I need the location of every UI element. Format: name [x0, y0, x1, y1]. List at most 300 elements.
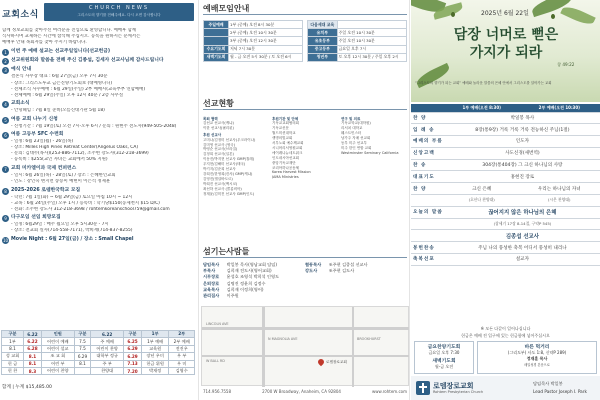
friday-prayer-time: 금요일 오후 7:30 [428, 350, 460, 355]
schedule-row [308, 29, 407, 37]
offering-cell: 8.1 [24, 353, 42, 360]
mission-name: 최선하 선교사 (콜롬비아) [203, 186, 242, 191]
mission-name: 기독교학교(대학원) [341, 121, 371, 126]
offering-cell [74, 367, 90, 374]
order-of-worship-table [411, 104, 600, 266]
order-item-value: 우리는 하나님의 자녀 [519, 183, 600, 195]
servant-role: 강도사 [305, 268, 318, 274]
offering-cell: 7.5 [74, 338, 90, 345]
mission-name: 이한 선교사(필리핀) [203, 126, 234, 131]
news-item [2, 101, 192, 108]
map-street-label: W BALL RD [206, 359, 225, 363]
news-item-number: 2 [2, 58, 9, 65]
church-news-panel [0, 0, 196, 400]
offering-table [1, 330, 195, 375]
schedule-label: 수요기도회 [204, 45, 229, 53]
mission-name: 월드미션대학교 [272, 131, 296, 136]
mission-name: 서부노회 예수께교회 [272, 141, 304, 146]
order-item-label: 오늘의 말씀 [411, 206, 445, 218]
order-item-value: (시온 찬양대) [519, 195, 600, 207]
offering-cell: 구분 [74, 331, 90, 338]
schedule-value [337, 21, 406, 29]
schedule-row [204, 37, 303, 45]
servant-name: 김명진 정윤희 김정수 [226, 280, 266, 286]
news-item-title: Movie Night : 6월 27일(금) / 장소 : Small Chapel [11, 236, 134, 242]
mission-name: 고미나/김정미 선교사(우크라이나) [203, 137, 256, 142]
word-box [477, 341, 597, 374]
schedule-row [204, 29, 303, 37]
mission-name: 김영진(엘살바도르) [203, 176, 233, 181]
servants-list [203, 262, 407, 299]
order-row [411, 147, 600, 159]
schedule-value: 저녁 7시 30분 [229, 45, 303, 53]
order-row [411, 230, 600, 242]
church-logo-icon [415, 380, 431, 396]
news-item-detail: - 전화: 조주현 강도사 312-218-3698 / rohtemkoreanschool759@gmail.com [11, 206, 170, 212]
schedule-label: 청년부 [308, 53, 338, 61]
cover-verse [421, 26, 591, 62]
news-item-detail: 결혼식 사무장 대표 : 6월 27일(금) 오후 7시 30분 [11, 74, 108, 80]
education-schedule-table [307, 20, 407, 62]
offering-cell: 7.13 [124, 360, 142, 367]
order-item-value: (창세기 17장 8-14절, 구약P 545) [445, 218, 600, 230]
order-row [411, 218, 600, 230]
map-street-label: LINCOLN AVE [206, 322, 229, 326]
map-road [262, 307, 265, 387]
word-line: (그리도부) 사도 1:8, 신약P 289) [507, 350, 567, 355]
order-item-label: 찬 송 [411, 159, 445, 171]
news-item-detail: - 일정: 6월29일 : 매주 월요일 오후 5시30분 - 7시 [11, 222, 109, 228]
schedule-label: 다음세대 교육 [308, 21, 338, 29]
news-item-detail: - 장소: 전교회 실사(714-558-7171), 박희재(714-837-8255) [11, 228, 133, 234]
order-item-value: 인도자 [445, 136, 600, 148]
offering-cell: 6.29 [124, 345, 142, 352]
offering-cell: 6.28 [24, 345, 42, 352]
notice-line: 헌금은 예배 전 입구에 있는 헌금함에 넣어주십시오 [461, 333, 550, 338]
schedule-row [204, 53, 303, 61]
offering-cell: 헌금 위원 [141, 360, 168, 367]
servant-name [329, 293, 407, 299]
offering-cell: 주 부 [91, 360, 124, 367]
mission-group-title: 연구 및 의료 [341, 116, 361, 121]
offering-cell: 찬양대 [91, 367, 124, 374]
offering-cell: 2부 예배 [169, 338, 195, 345]
news-item-number: 5 [2, 117, 9, 124]
news-intro-line: 식사하시며 교제하는 시간에 참석해 주십시오. 등록을 원하시는 분께서는 [2, 34, 141, 40]
map-street-label: BROOKHURST [357, 337, 381, 341]
mission-name: 중앙기독교재단 [272, 160, 296, 165]
bulletin-date: 2025년 6월 22일 [481, 10, 529, 17]
mission-name: Westminster Seminary California [341, 150, 399, 155]
order-item-value: 홍현진 장로 [445, 171, 600, 183]
news-item-number: 9 [2, 215, 9, 222]
offering-cell: 구분 [124, 331, 142, 338]
mission-name: 기독교신문 [272, 126, 289, 131]
mission-name: 김정희 선교사(일본) [203, 152, 234, 157]
schedule-label: 유치부 [308, 29, 338, 37]
offering-cell: 6.22 [91, 331, 124, 338]
news-item-number: 4 [2, 101, 9, 108]
news-item-number: 10 [2, 237, 9, 243]
order-item-label [411, 230, 445, 242]
news-item-number: 7 [2, 166, 9, 173]
order-item-label: 봉헌찬송 [411, 242, 445, 254]
mission-name: 기독교교회협의회 [272, 121, 300, 126]
mission-name: 박희진 선교사(멕시코) [203, 181, 238, 186]
offering-row [2, 331, 195, 338]
schedule-row [204, 45, 303, 53]
offering-cell: 8.3 [24, 367, 42, 374]
order-item-value: 8장(통9장) 거룩 거룩 거룩 전능하신 주님(1절) [445, 124, 600, 136]
word-line: 매일성경 본문으로 [524, 363, 550, 367]
news-item [2, 166, 192, 173]
news-item-title: 이번 주 예배 설교는 선교주일입니다(선교헌금) [11, 48, 111, 54]
word-title: 바른 먹거리 [524, 345, 550, 350]
servant-role: 부목사 [203, 268, 216, 274]
news-item-detail: - 신청기간 : 7월 19일(토) 오전 7시-오후 6시 / 문의 : 원현주 전도사(949-505-2048) [11, 123, 177, 129]
mission-name: 김선교 선교사(케냐) [203, 121, 234, 126]
order-item-label [411, 218, 445, 230]
news-item [2, 58, 192, 65]
website-link[interactable]: www.rohtem.com [372, 389, 407, 394]
offering-row [2, 345, 195, 352]
servant-name: 윤성호 조영석 박희석 인영도 [226, 274, 280, 280]
mission-name: 남가주 자매 선교회 [341, 136, 371, 141]
mission-section-title: 선교현황 [203, 99, 234, 108]
order-row [411, 183, 600, 195]
schedule-value: 월 - 금 오전 5시 30분 / 토 오전 6시 [229, 53, 303, 61]
offering-row [2, 338, 195, 345]
mission-name: 이동진/박지현 선교사 GMP(칠레) [203, 157, 255, 162]
order-row [411, 195, 600, 207]
servants-divider [203, 257, 407, 258]
mission-name: 우지현/김해미 선교사(태국) [203, 162, 246, 167]
order-item-value: 304장(통404장) 그 크신 하나님의 사랑 [445, 159, 600, 171]
friday-prayer-title: 금요찬양기도회 [427, 345, 461, 350]
news-item-detail: - 일시: 6월 26일(목) - 28일(토) / 장소 : 은혜한인교회 [11, 172, 116, 178]
mission-name: 시니어리서영원교회 [272, 145, 303, 150]
schedule-row [204, 21, 303, 29]
order-item-value: 주님 나의 풍성한 축복 어디서 풍성히 내리나 [445, 242, 600, 254]
offering-cell: 6.29 [74, 353, 90, 360]
offering-cell: 어린이 예배 [41, 338, 74, 345]
servant-role [305, 293, 329, 299]
news-item-detail: - 전체예배 : 6월 29일(주일) 오후 12시 40분 / 2층 사무실 [11, 92, 124, 98]
order-item-label: 입 례 송 [411, 124, 445, 136]
order-row [411, 136, 600, 148]
offering-row [2, 367, 195, 374]
order-item-label: 신앙고백 [411, 147, 445, 159]
offering-cell: 조 교 회 [41, 353, 74, 360]
news-item-number: 8 [2, 188, 9, 195]
offering-row [2, 353, 195, 360]
mission-name: 리서치 대학교 [341, 126, 363, 131]
news-item [2, 67, 192, 74]
schedule-row [308, 37, 407, 45]
servant-role: 교육목사 [203, 286, 220, 292]
phone-text[interactable]: 714.956.7558 [203, 389, 231, 394]
mission-group-title: 목회 협력 [203, 116, 218, 121]
news-item-number: 6 [2, 132, 9, 139]
dawn-prayer-title: 새벽기도회 [432, 359, 456, 364]
news-item [2, 188, 192, 195]
offering-cell: 6.22 [24, 331, 42, 338]
schedule-label: 주일예배 [204, 21, 229, 29]
mission-list [203, 115, 407, 235]
offering-total: 합계 | 누계 $15,485.00 [2, 385, 52, 390]
pastor-name: 담임목사 박일봉 [533, 381, 563, 386]
service-info-panel [198, 0, 410, 400]
offering-cell: 7.5 [74, 345, 90, 352]
contact-bar [203, 389, 407, 394]
offering-cell: 1부 [141, 331, 168, 338]
worship-schedule-table [203, 20, 303, 62]
olive-fruit-icon [551, 14, 555, 19]
news-item-detail: - 일정: 6월 23일(월) - 26일(목) [11, 139, 74, 145]
offering-cell: 주 예배 [91, 338, 124, 345]
church-name-en: Rohtem Presbyterian Church [433, 390, 484, 394]
order-item-value: 끊어지지 않은 하나님의 은혜 [445, 206, 600, 218]
servant-name: 조주현 김종섭 선교사 [328, 262, 368, 267]
order-item-value: 박일봉 목사 [445, 112, 600, 124]
servant-role: 시무장로 [203, 274, 220, 280]
address-text: 2700 W Broadway, Anaheim, CA 92804 [262, 389, 341, 394]
mission-column [272, 115, 338, 180]
order-item-value: (호산나 찬양대) [445, 195, 519, 207]
offering-cell: 헌 금 [2, 360, 24, 367]
word-line: 정재훈 목사 [526, 356, 548, 361]
footer [411, 376, 600, 400]
news-item [2, 49, 192, 56]
mission-name: 웨스트민스터 [341, 131, 362, 136]
order-item-label: 축복선포 [411, 254, 445, 266]
mission-group-title: 후원 선교사 [203, 132, 222, 137]
news-item-title: 여름 교회 나누기 신청 [11, 116, 58, 122]
offering-cell: 어린 부 [41, 360, 74, 367]
pastor-name-en: Lead Pastor Joseph I. Park [533, 389, 587, 394]
servant-name: 조주현 김도사 [328, 268, 355, 274]
order-row [411, 242, 600, 254]
news-item-title: 선교위원회와 말씀을 전해 주신 김종섭, 김세자 선교사님께 감사드립니다 [11, 58, 164, 64]
offering-cell: 대학부 정규 [91, 353, 124, 360]
offering-cell: 어린이 찬양 [91, 345, 124, 352]
offering-cell: 8.1 [2, 345, 24, 352]
mission-name: 동부 미주 선교부 [341, 141, 367, 146]
olive-fruit-icon [451, 12, 455, 17]
map-street-label: N MAGNOLIA AVE [268, 337, 298, 341]
servants-section-title: 섬기는사람들 [203, 247, 250, 256]
offering-cell: 우 미 [169, 360, 195, 367]
offering-cell: 6.22 [24, 338, 42, 345]
order-item-value: 사도신경(새번역) [445, 147, 600, 159]
servant-name: 박일봉 목사(영남교회 담임) [226, 262, 277, 267]
schedule-row [308, 21, 407, 29]
news-title: 교회소식 [2, 10, 39, 20]
order-row [411, 206, 600, 218]
order-row [411, 124, 600, 136]
cover-caption: “그리스도의 향기가 되는 교회” 예배와 놀라운 말씀의 은혜 안에서 그리스도를 알아가는 교회 [415, 81, 552, 85]
cover-verse-line: 담장 너머로 뻗은 [453, 27, 559, 43]
order-row [411, 254, 600, 266]
offering-cell: 박재정 [141, 367, 168, 374]
worship-section-title: 예배모임안내 [203, 4, 250, 13]
news-item-detail: - 교목 : 6월 24일(주일) 오후 1시 / 등록비 : 학기당$150(동제천지 $15 D/C) [11, 200, 160, 206]
news-banner [44, 3, 194, 21]
news-item-detail: - 문의: 김대두(목사)(253-886-7112), 조주현 강도사(312-218-3699) [11, 151, 149, 157]
schedule-value: 3부 (중예) 오전 12시 30분 [229, 37, 303, 45]
order-item-value: 설교자 [445, 254, 600, 266]
news-item-title: 여름 고등부 SFC 수련회 [11, 132, 64, 138]
mission-name: 김미영 선교사 (영국) [203, 142, 236, 147]
offering-cell: 구분 [2, 331, 24, 338]
mission-name: 생명의빛교회 [272, 136, 293, 141]
news-item-detail: - 인도 : 강인숙 변지면 송승미 예현미 이은석 정제훈 [11, 179, 111, 185]
mission-name: 미주 한인 연합 교회 [341, 145, 372, 150]
schedule-value: 금요일 오후 7시 [337, 45, 406, 53]
schedule-row [308, 53, 407, 61]
news-item-detail: - 전체소식 사수예배 : 6월 29일(주일) 2부 예배시(교육부부 연합예배) [11, 86, 146, 92]
offering-cell: 1부 [2, 338, 24, 345]
news-item-detail: - 등록비 : $255(교인 자녀는 교회에서 50% 지원) [11, 157, 108, 163]
mission-name: Korea Harvest Mission [272, 170, 311, 175]
schedule-label [204, 29, 229, 37]
news-item [2, 132, 192, 139]
order-item-value: 크신 은혜 [445, 183, 519, 195]
news-item-detail: - 학년: 7월 1일(화) ~ 6월 29일(금) 토요일 아침 10시 ~ 12시 [11, 194, 133, 200]
offering-cell: 2부 [169, 331, 195, 338]
order-item-label: 찬 양 [411, 183, 445, 195]
offering-cell: 6.29 [124, 353, 142, 360]
cover-panel [411, 0, 600, 400]
worship-divider [203, 14, 407, 15]
servant-role: 관리집사 [203, 293, 220, 299]
order-item-label: 대표기도 [411, 171, 445, 183]
news-item-title: 교회 미카엘이과 국제 컨퍼런스 [11, 165, 77, 171]
offering-cell: 7.20 [124, 367, 142, 374]
news-item [2, 237, 192, 244]
schedule-label: 중고등부 [308, 45, 338, 53]
offering-cell: 성 교회 [2, 353, 24, 360]
location-map[interactable] [201, 306, 409, 386]
order-header-cell: 1부 예배(오전 8:30) [445, 104, 519, 112]
order-item-label [411, 195, 445, 207]
schedule-label: 새벽기도회 [204, 53, 229, 61]
offering-cell: 헌 찬 [2, 367, 24, 374]
friday-prayer-box [414, 341, 474, 374]
news-body [2, 28, 192, 244]
offering-cell: 장년 우미 [141, 353, 168, 360]
mission-group-title: 후원기관 및 단체 [272, 116, 299, 121]
schedule-value: 2부 (중예) 오전 10시 30분 [229, 29, 303, 37]
servant-row [203, 293, 407, 299]
news-item-number: 1 [2, 49, 9, 56]
mission-name: 박영순 선교사(브라질) [203, 147, 238, 152]
cover-image [411, 0, 600, 102]
church-name: 로뎀장로교회 [433, 382, 474, 390]
servant-role: 은퇴장로 [203, 280, 220, 286]
offering-cell: 1부 예배 [141, 338, 168, 345]
map-pin-label: 로뎀장로교회 [326, 360, 347, 364]
mission-column [203, 115, 269, 197]
offering-cell: 6.25 [124, 338, 142, 345]
map-pin-icon [317, 358, 325, 366]
schedule-row [308, 45, 407, 53]
mission-name: JAMA Ministries [272, 175, 299, 180]
offering-cell: 교육원 [141, 345, 168, 352]
offering-cell: 8.1 [74, 360, 90, 367]
order-header-cell [411, 104, 445, 112]
order-item-label: 찬 양 [411, 112, 445, 124]
schedule-label [204, 37, 229, 45]
servant-role: 담임목사 [203, 262, 220, 267]
news-banner-en: CHURCH NEWS [89, 5, 149, 11]
map-road [202, 327, 410, 330]
news-item [2, 215, 192, 222]
offering-row [2, 360, 195, 367]
schedule-value: 주일 오전 10시 30분 [337, 29, 406, 37]
offering-cell: 어린이 찬양 [41, 367, 74, 374]
order-header-cell: 2부 예배(오전 10:30) [519, 104, 600, 112]
offering-cell: 전진우 [169, 345, 195, 352]
news-item-number: 3 [2, 67, 9, 74]
servant-name: 이주원 [226, 293, 239, 299]
schedule-label: 유초등부 [308, 37, 338, 45]
servant-name: 김희재 이정희(영어) [226, 286, 264, 292]
dawn-prayer-line: 월-금 오전 [434, 364, 454, 369]
news-item-detail: - 장소: Milles High Pines Retreat Center(Angelus Oaks, CA) [11, 145, 139, 151]
schedule-value: 주일 오전 10시 30분 [337, 37, 406, 45]
mission-divider [203, 109, 407, 110]
servant-name: 김희재 전도사(영어교회) [226, 268, 272, 274]
order-row [411, 112, 600, 124]
news-item-detail: - 장소: 그리스도투교 금은진양기도회보 (대예빙디디) [11, 80, 113, 86]
order-item-value: 김종섭 선교사 [445, 230, 600, 242]
map-road [352, 307, 354, 387]
mission-name: 에이레나뉴네트워크 [272, 150, 303, 155]
offering-cell: 우 부 [169, 353, 195, 360]
news-item-title: 다구모임 선임 희망모집 [11, 215, 61, 221]
news-intro-line: 예배후 안내 목회자를 찾아 주시기 바랍니다. [2, 40, 87, 46]
olive-leaf-icon [560, 3, 595, 27]
news-item-title: 예식 안내 [11, 67, 32, 73]
news-header [0, 0, 196, 24]
news-item [2, 117, 192, 124]
mission-name: 정재윤/김미진 선교사 GMP(인도) [203, 191, 255, 196]
mission-name: 강희진/한영희(킨샤) GMP(케냐) [203, 171, 253, 176]
order-item-label: 예배의 부름 [411, 136, 445, 148]
cover-verse-line: 가지가 되라 [469, 45, 543, 61]
mission-name: 박기지/김준희 선교사 [203, 167, 236, 172]
order-row [411, 159, 600, 171]
schedule-value: 토 오후 12시 30분 / 주일 오후 2시 [337, 53, 406, 61]
news-item-detail: - 안녕헤임 : 7월 8일 준비(오름신대기관 5월 18) [11, 108, 105, 114]
mission-name: 인도네시아선교회 [272, 155, 300, 160]
mission-column [341, 115, 407, 156]
offering-cell: 8.1 [24, 360, 42, 367]
notice-line: ※ 모든 다같이 일어나십니다 [480, 326, 531, 331]
order-header-row [411, 104, 600, 112]
offering-cell: 인원 [41, 331, 74, 338]
cover-verse-reference: 창 49:22 [557, 62, 575, 67]
offering-cell: 김영수 [169, 367, 195, 374]
schedule-value: 1부 (중예) 오전 8시 30분 [229, 21, 303, 29]
news-intro-line: 함께 정보교회를 찾아주신 여러분을 진심으로 환영합니다. 예배후 함께 [2, 28, 137, 33]
map-road [202, 355, 410, 357]
offering-cell: 어린이 설교 [41, 345, 74, 352]
mission-name: 코리아하나공동체 [272, 165, 300, 170]
order-row [411, 171, 600, 183]
servant-role: 협동목사 [305, 262, 322, 267]
